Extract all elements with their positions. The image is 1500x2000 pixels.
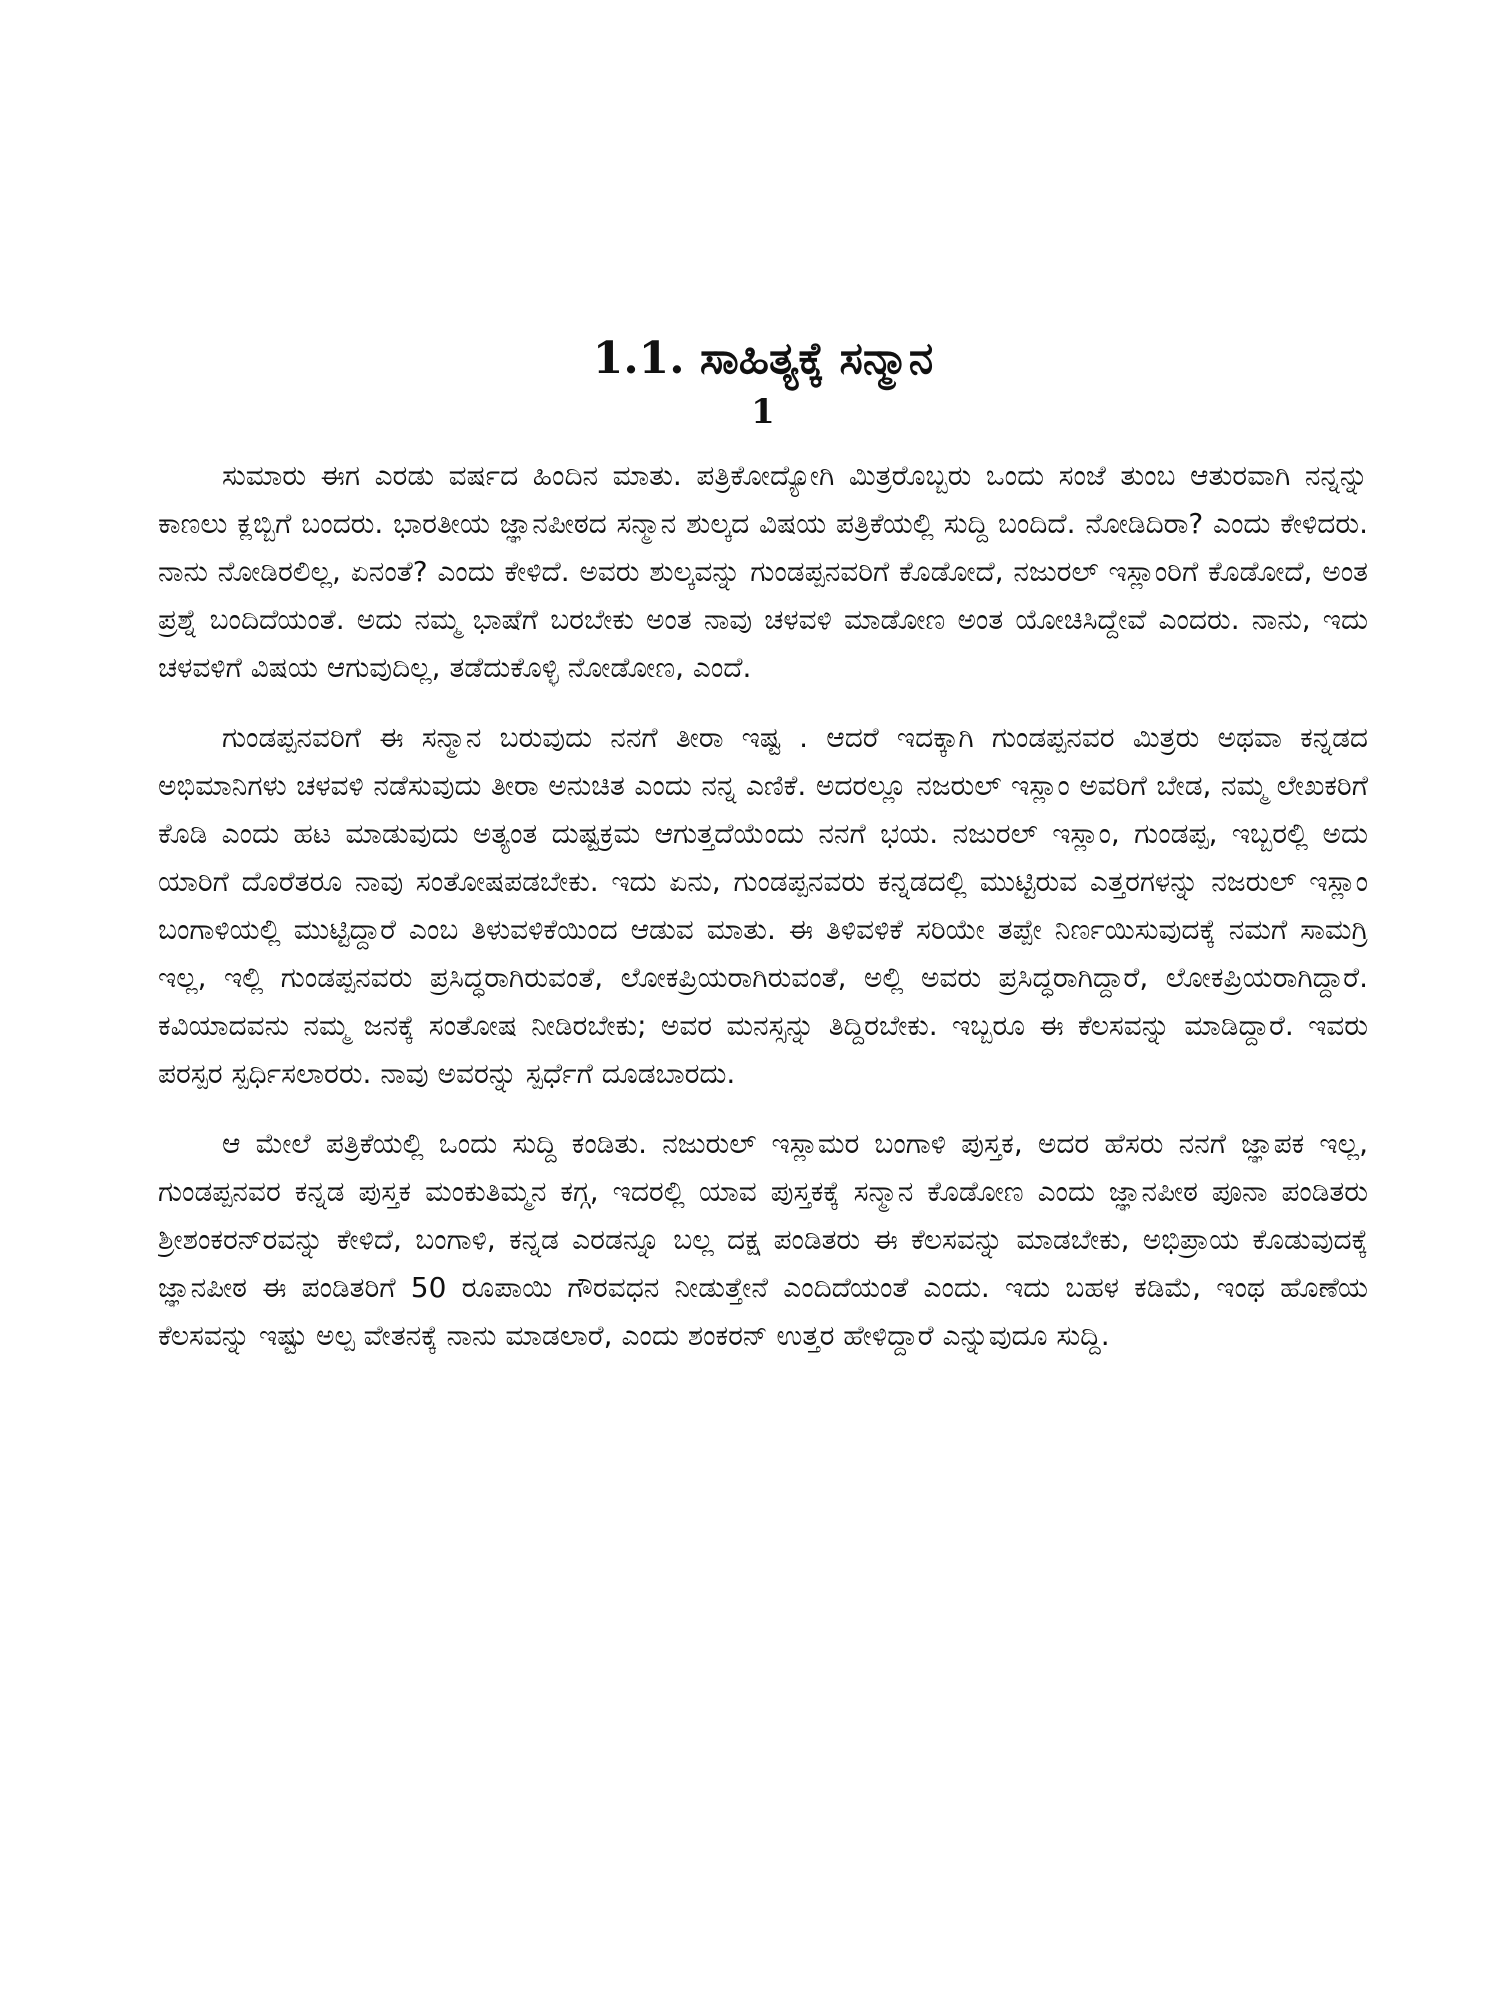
paragraph-3: ಆ ಮೇಲೆ ಪತ್ರಿಕೆಯಲ್ಲಿ ಒಂದು ಸುದ್ದಿ ಕಂಡಿತು. ನಜುರುಲ್ ಇಸ್ಲಾಮರ ಬಂಗಾಳಿ ಪುಸ್ತಕ, ಅದರ ಹೆಸರು ನನಗೆ ಜ್ಞಾಪಕ ಇಲ್ಲ, ಗುಂಡಪ್ಪನವರ ಕನ್ನಡ ಪುಸ್ತಕ ಮಂಕುತಿಮ್ಮನ ಕಗ್ಗ, ಇದರಲ್ಲಿ ಯಾವ ಪುಸ್ತಕಕ್ಕೆ ಸನ್ಮಾನ ಕೊಡೋಣ ಎಂದು ಜ್ಞಾನಪೀಠ ಪೂನಾ ಪಂಡಿತರು ಶ್ರೀಶಂಕರನ್‌ರವನ್ನು ಕೇಳಿದೆ, ಬಂಗಾಳಿ, ಕನ್ನಡ ಎರಡನ್ನೂ ಬಲ್ಲ ದಕ್ಷ ಪಂಡಿತರು ಈ ಕೆಲಸವನ್ನು ಮಾಡಬೇಕು, ಅಭಿಪ್ರಾಯ ಕೊಡುವುದಕ್ಕೆ ಜ್ಞಾನಪೀಠ ಈ ಪಂಡಿತರಿಗೆ 50 ರೂಪಾಯಿ ಗೌರವಧನ ನೀಡುತ್ತೇನೆ ಎಂದಿದೆಯಂತೆ ಎಂದು. ಇದು ಬಹಳ ಕಡಿಮೆ, ಇಂಥ ಹೊಣೆಯ ಕೆಲಸವನ್ನು ಇಷ್ಟು ಅಲ್ಪ ವೇತನಕ್ಕೆ ನಾನು ಮಾಡಲಾರೆ, ಎಂದು ಶಂಕರನ್ ಉತ್ತರ ಹೇಳಿದ್ದಾರೆ ಎನ್ನುವುದೂ ಸುದ್ದಿ. [158,1127,1368,1352]
paragraph-1: ಸುಮಾರು ಈಗ ಎರಡು ವರ್ಷದ ಹಿಂದಿನ ಮಾತು. ಪತ್ರಿಕೋದ್ಯೋಗಿ ಮಿತ್ರರೊಬ್ಬರು ಒಂದು ಸಂಜೆ ತುಂಬ ಆತುರವಾಗಿ ನನ್ನನ್ನು ಕಾಣಲು ಕ್ಲಬ್ಬಿಗೆ ಬಂದರು. ಭಾರತೀಯ ಜ್ಞಾನಪೀಠದ ಸನ್ಮಾನ ಶುಲ್ಕದ ವಿಷಯ ಪತ್ರಿಕೆಯಲ್ಲಿ ಸುದ್ದಿ ಬಂದಿದೆ. ನೋಡಿದಿರಾ? ಎಂದು ಕೇಳಿದರು. ನಾನು ನೋಡಿರಲಿಲ್ಲ, ಏನಂತೆ? ಎಂದು ಕೇಳಿದೆ. ಅವರು ಶುಲ್ಕವನ್ನು ಗುಂಡಪ್ಪನವರಿಗೆ ಕೊಡೋದೆ, ನಜುರಲ್ ಇಸ್ಲಾಂರಿಗೆ ಕೊಡೋದೆ, ಅಂತ ಪ್ರಶ್ನೆ ಬಂದಿದೆಯಂತೆ. ಅದು ನಮ್ಮ ಭಾಷೆಗೆ ಬರಬೇಕು ಅಂತ ನಾವು ಚಳವಳಿ ಮಾಡೋಣ ಅಂತ ಯೋಚಿಸಿದ್ದೇವೆ ಎಂದರು. ನಾನು, ಇದು ಚಳವಳಿಗೆ ವಿಷಯ ಆಗುವುದಿಲ್ಲ, ತಡೆದುಕೊಳ್ಳಿ ನೋಡೋಣ, ಎಂದೆ. [158,459,1368,684]
chapter-title: 1.1. ಸಾಹಿತ್ಯಕ್ಕೆ ಸನ್ಮಾನ [592,333,934,384]
paragraph-2: ಗುಂಡಪ್ಪನವರಿಗೆ ಈ ಸನ್ಮಾನ ಬರುವುದು ನನಗೆ ತೀರಾ ಇಷ್ಟ . ಆದರೆ ಇದಕ್ಕಾಗಿ ಗುಂಡಪ್ಪನವರ ಮಿತ್ರರು ಅಥವಾ ಕನ್ನಡದ ಅಭಿಮಾನಿಗಳು ಚಳವಳಿ ನಡೆಸುವುದು ತೀರಾ ಅನುಚಿತ ಎಂದು ನನ್ನ ಎಣಿಕೆ. ಅದರಲ್ಲೂ ನಜರುಲ್ ಇಸ್ಲಾಂ ಅವರಿಗೆ ಬೇಡ, ನಮ್ಮ ಲೇಖಕರಿಗೆ ಕೊಡಿ ಎಂದು ಹಟ ಮಾಡುವುದು ಅತ್ಯಂತ ದುಷ್ಟಕ್ರಮ ಆಗುತ್ತದೆಯೆಂದು ನನಗೆ ಭಯ. ನಜುರಲ್ ಇಸ್ಲಾಂ, ಗುಂಡಪ್ಪ, ಇಬ್ಬರಲ್ಲಿ ಅದು ಯಾರಿಗೆ ದೊರೆತರೂ ನಾವು ಸಂತೋಷಪಡಬೇಕು. ಇದು ಏನು, ಗುಂಡಪ್ಪನವರು ಕನ್ನಡದಲ್ಲಿ ಮುಟ್ಟಿರುವ ಎತ್ತರಗಳನ್ನು ನಜರುಲ್ ಇಸ್ಲಾಂ ಬಂಗಾಳಿಯಲ್ಲಿ ಮುಟ್ಟಿದ್ದಾರೆ ಎಂಬ ತಿಳುವಳಿಕೆಯಿಂದ ಆಡುವ ಮಾತು. ಈ ತಿಳಿವಳಿಕೆ ಸರಿಯೇ ತಪ್ಪೇ ನಿರ್ಣಯಿಸುವುದಕ್ಕೆ ನಮಗೆ ಸಾಮಗ್ರಿ ಇಲ್ಲ, ಇಲ್ಲಿ ಗುಂಡಪ್ಪನವರು ಪ್ರಸಿದ್ಧರಾಗಿರುವಂತೆ, ಲೋಕಪ್ರಿಯರಾಗಿರುವಂತೆ, ಅಲ್ಲಿ ಅವರು ಪ್ರಸಿದ್ಧರಾಗಿದ್ದಾರೆ, ಲೋಕಪ್ರಿಯರಾಗಿದ್ದಾರೆ. ಕವಿಯಾದವನು ನಮ್ಮ ಜನಕ್ಕೆ ಸಂತೋಷ ನೀಡಿರಬೇಕು; ಅವರ ಮನಸ್ಸನ್ನು ತಿದ್ದಿರಬೇಕು. ಇಬ್ಬರೂ ಈ ಕೆಲಸವನ್ನು ಮಾಡಿದ್ದಾರೆ. ಇವರು ಪರಸ್ಪರ ಸ್ಪರ್ಧಿಸಲಾರರು. ನಾವು ಅವರನ್ನು ಸ್ಪರ್ಧೆಗೆ ದೂಡಬಾರದು. [158,721,1368,1090]
document-page [158,330,1368,1950]
section-number: 1 [751,392,775,432]
